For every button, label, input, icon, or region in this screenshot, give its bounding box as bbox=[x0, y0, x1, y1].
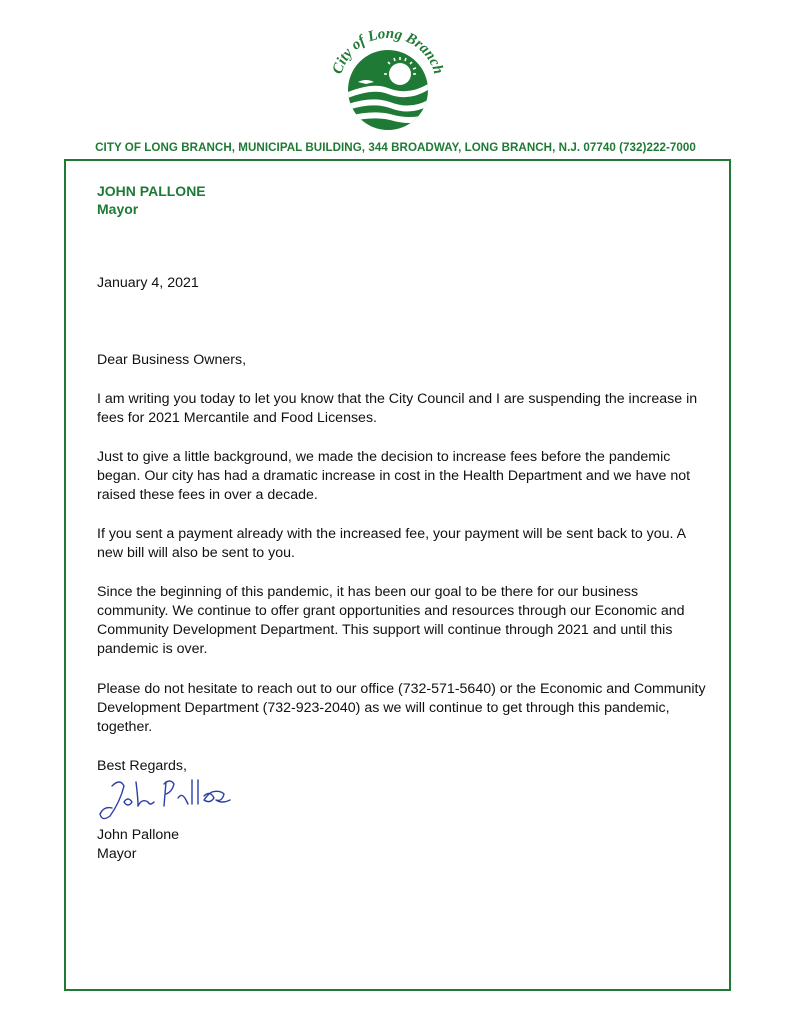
signature-title: Mayor bbox=[97, 846, 137, 862]
closing: Best Regards, bbox=[97, 758, 187, 774]
city-seal-logo bbox=[328, 24, 448, 134]
paragraph-3: If you sent a payment already with the increased fee, your payment will be sent back to you. A new bill will also be sent to you. bbox=[97, 526, 686, 561]
paragraph-5: Please do not hesitate to reach out to our office (732-571-5640) or the Economic and Community Development Department (732-923-2040) as we will continue to get through this pandemic, together. bbox=[97, 681, 706, 735]
letterhead-address: CITY OF LONG BRANCH, MUNICIPAL BUILDING, 344 BROADWAY, LONG BRANCH, N.J. 07740 (732)222-7000 bbox=[95, 141, 696, 154]
paragraph-4: Since the beginning of this pandemic, it has been our goal to be there for our business community. We continue to offer grant opportunities and resources through our Economic and Community Development Department. This support will continue through 2021 and until this pandemic is over. bbox=[97, 584, 685, 657]
handwritten-signature bbox=[94, 772, 234, 824]
paragraph-2: Just to give a little background, we made the decision to increase fees before the pandemic began. Our city has had a dramatic increase in cost in the Health Department and we have not raised these fees in over a decade. bbox=[97, 449, 691, 503]
paragraph-1: I am writing you today to let you know that the City Council and I are suspending the increase in fees for 2021 Mercantile and Food Licenses. bbox=[97, 391, 698, 426]
svg-text:City of Long Branch: City of Long Branch bbox=[329, 25, 447, 77]
letter-date: January 4, 2021 bbox=[97, 275, 199, 291]
salutation: Dear Business Owners, bbox=[97, 352, 247, 368]
mayor-title: Mayor bbox=[97, 201, 139, 217]
signature-name: John Pallone bbox=[97, 827, 180, 843]
mayor-name: JOHN PALLONE bbox=[97, 183, 206, 199]
